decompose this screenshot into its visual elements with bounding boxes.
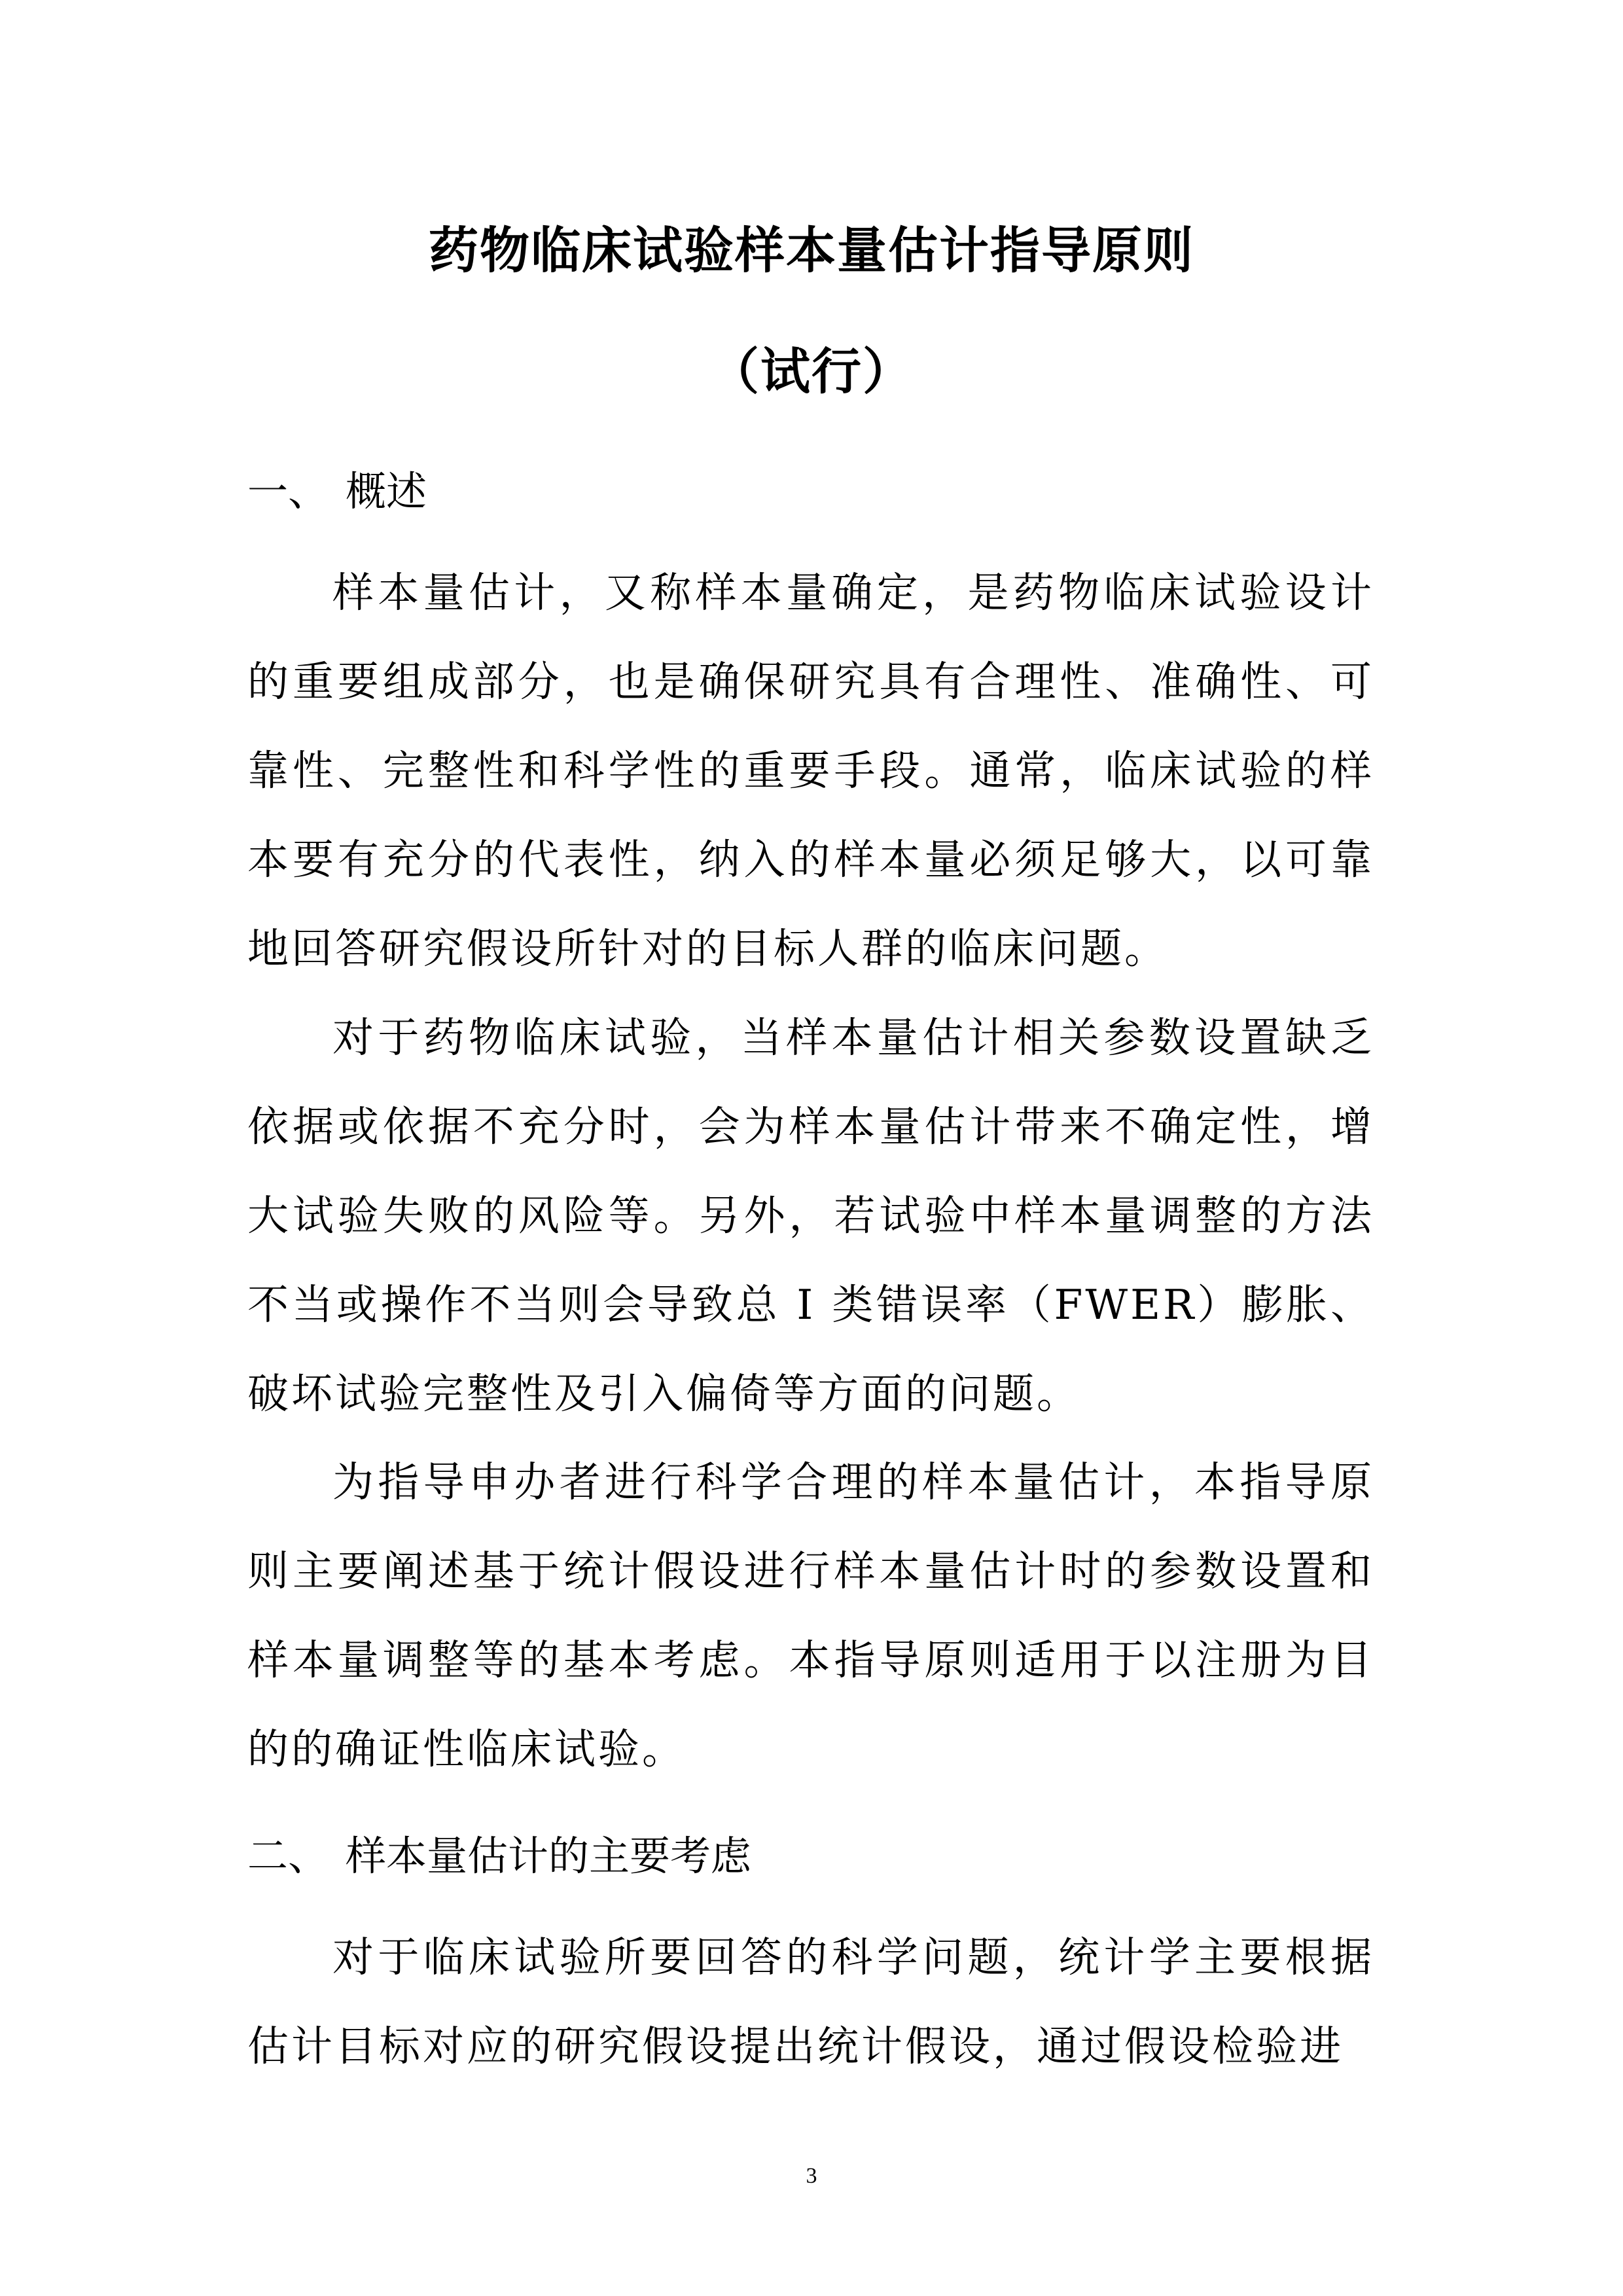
paragraph: 对于临床试验所要回答的科学问题，统计学主要根据估计目标对应的研究假设提出统计假设，通过假设检验进 — [247, 1933, 1374, 2070]
section-number: 二、 — [247, 1832, 329, 1880]
paragraph: 样本量估计，又称样本量确定，是药物临床试验设计的重要组成部分，也是确保研究具有合理性、准确性、可靠性、完整性和科学性的重要手段。通常，临床试验的样本要有充分的代表性，纳入的样本量必须足够大，以可靠地回答研究假设所针对的目标人群的临床问题。 — [247, 569, 1374, 973]
section-heading-overview — [247, 467, 427, 515]
section-title: 概述 — [346, 467, 427, 515]
document-subtitle: （试行） — [709, 342, 914, 401]
section-number: 一、 — [247, 467, 329, 515]
paragraph: 对于药物临床试验，当样本量估计相关参数设置缺乏依据或依据不充分时，会为样本量估计带来不确定性，增大试验失败的风险等。另外，若试验中样本量调整的方法不当或操作不当则会导致总 I 类错误率（FWER）膨胀、破坏试验完整性及引入偏倚等方面的问题。 — [247, 1014, 1374, 1418]
page-number: 3 — [806, 2164, 817, 2188]
paragraph: 为指导申办者进行科学合理的样本量估计，本指导原则主要阐述基于统计假设进行样本量估计时的参数设置和样本量调整等的基本考虑。本指导原则适用于以注册为目的的确证性临床试验。 — [247, 1458, 1374, 1773]
section-title: 样本量估计的主要考虑 — [346, 1832, 752, 1880]
section-heading-main-considerations — [247, 1832, 752, 1880]
document-title: 药物临床试验样本量估计指导原则 — [429, 221, 1194, 279]
